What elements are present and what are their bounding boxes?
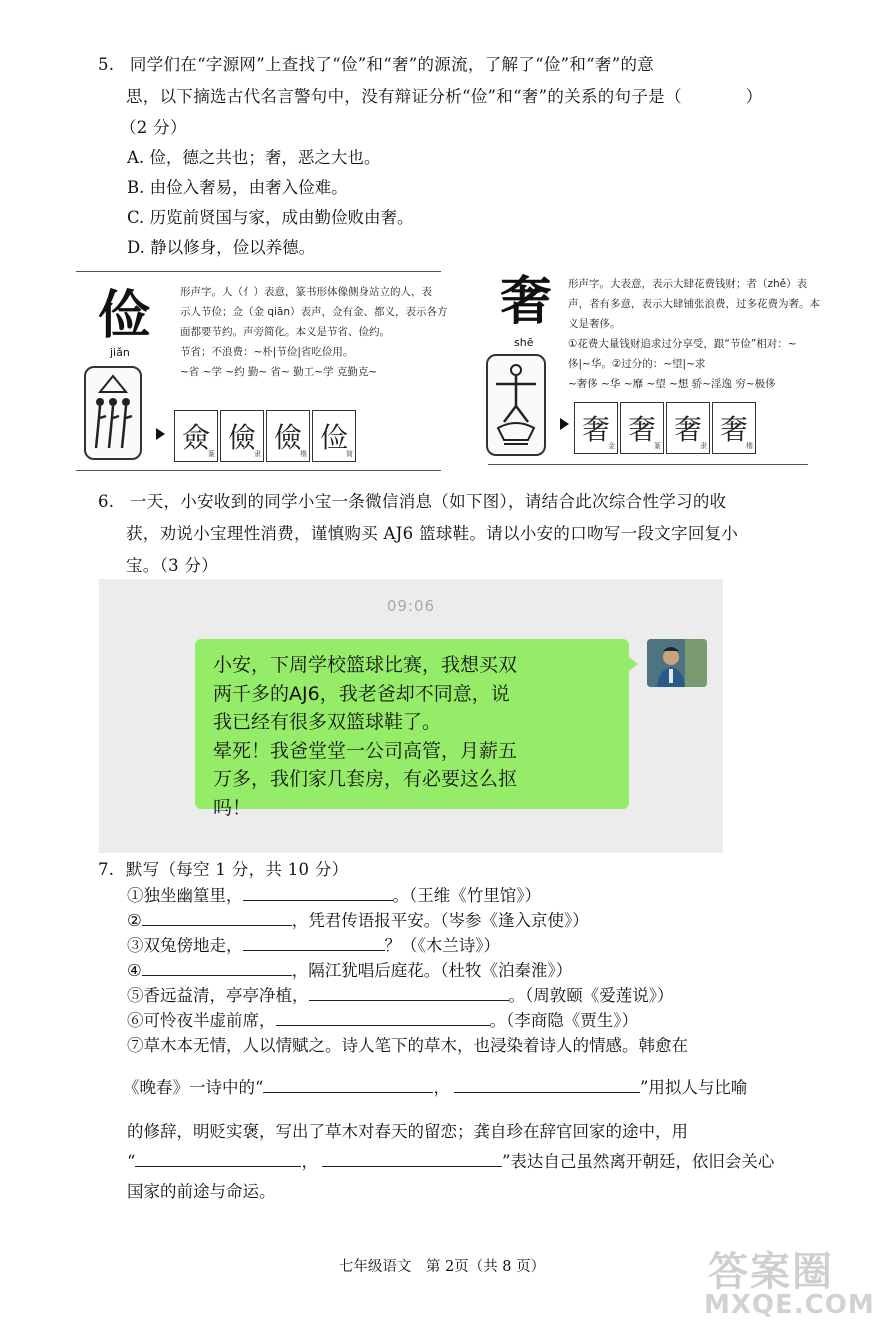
top-rule-left xyxy=(76,271,441,272)
message-line: 小安，下周学校篮球比赛，我想买双 xyxy=(213,654,518,676)
glyph-char: 奢 xyxy=(673,413,702,446)
glyph-char: 奢 xyxy=(627,413,656,446)
item-suffix: ”表达自己虽然离开朝廷，依旧会关心 xyxy=(501,1152,775,1171)
glyph-tag: 楷 xyxy=(300,450,307,458)
glyph-jian-seal xyxy=(174,410,218,462)
pictograph-jian xyxy=(84,366,142,460)
glyph-she-regular xyxy=(712,402,756,454)
glyph-tag: 金 xyxy=(608,442,615,450)
item-prefix: ⑤香远益清，亭亭净植， xyxy=(127,986,309,1005)
option-c[interactable]: C. 历览前贤国与家，成由勤俭败由奢。 xyxy=(127,208,414,227)
three-people-pictograph-icon xyxy=(86,368,140,458)
definition-line: 形声字。大表意，表示大肆花费钱财；者（zhě）表 xyxy=(568,278,808,290)
item-separator: ， xyxy=(301,1152,318,1171)
message-line: 两千多的AJ6，我老爸却不同意，说 xyxy=(213,682,510,705)
pinyin-jian: jiǎn xyxy=(110,346,130,359)
question-5-line-1: 同学们在“字源网”上查找了“俭”和“奢”的源流，了解了“俭”和“奢”的意 xyxy=(129,55,655,74)
definition-line: 节省；不浪费：~朴|节俭|省吃俭用。 xyxy=(180,346,354,358)
item-suffix: 。（周敦颐《爱莲说》） xyxy=(508,986,674,1005)
question-6-line-1: 一天，小安收到的同学小宝一条微信消息（如下图），请结合此次综合性学习的收 xyxy=(129,492,727,511)
definition-line: 面都要节约。声旁简化。本义是节省、俭约。 xyxy=(180,326,390,338)
dictation-item-7-continued xyxy=(123,1070,817,1210)
definition-line: ~奢侈 ~华 ~靡 ~望 ~想 骄~淫逸 穷~极侈 xyxy=(568,378,776,390)
answer-blank[interactable] xyxy=(276,1008,490,1026)
item-prefix: ①独坐幽篁里， xyxy=(127,886,243,905)
glyph-she-clerical xyxy=(666,402,710,454)
option-a[interactable]: A. 俭，德之共也；奢，恶之大也。 xyxy=(127,148,381,167)
item-suffix: ？（《木兰诗》） xyxy=(384,936,500,955)
question-6 xyxy=(98,487,818,581)
bottom-rule-left xyxy=(76,470,441,471)
headword-she: 奢 xyxy=(500,271,553,332)
option-b[interactable]: B. 由俭入奢易，由奢入俭难。 xyxy=(127,178,348,197)
question-6-line-3: 宝。（3 分） xyxy=(126,556,219,575)
definition-line: 示人节俭；佥（金 qiān）表声，佥有金、都义，表示各方 xyxy=(180,306,448,318)
dictation-item-4 xyxy=(127,958,817,983)
definition-line: ①花费大量钱财追求过分享受，跟“节俭”相对：~ xyxy=(568,338,797,350)
question-7 xyxy=(98,855,818,885)
message-bubble xyxy=(195,639,629,819)
question-5-paren-close: ） xyxy=(745,87,763,106)
dictation-item-5 xyxy=(127,983,817,1008)
glyph-jian-simplified xyxy=(312,410,356,462)
answer-blank[interactable] xyxy=(142,908,292,926)
definition-line: ~省 ~学 ~约 勤~ 省~ 勤工~学 克勤克~ xyxy=(180,366,378,378)
definition-line: 形声字。人（亻）表意，篆书形体像侧身站立的人，表 xyxy=(180,286,432,298)
glyph-char: 僉 xyxy=(181,421,210,454)
bottom-rule-right xyxy=(488,464,808,465)
glyph-jian-clerical xyxy=(220,410,264,462)
question-5-line-2: 思，以下摘选古代名言警句中，没有辩证分析“俭”和“奢”的关系的句子是（ xyxy=(126,87,682,106)
glyph-she-bronze xyxy=(574,402,618,454)
answer-blank[interactable] xyxy=(322,1149,502,1167)
person-avatar-icon xyxy=(647,639,707,687)
message-line: 我已经有很多双篮球鞋了。 xyxy=(213,711,442,733)
dictation-item-7-line-3: 的修辞，明贬实褒，写出了草木对春天的留恋；龚自珍在辞官回家的途中，用 xyxy=(127,1122,688,1141)
question-6-line-2: 获，劝说小宝理性消费，谨慎购买 AJ6 篮球鞋。请以小安的口吻写一段文字回复小 xyxy=(126,524,739,543)
glyph-char: 儉 xyxy=(227,421,256,454)
item-prefix: ③双兔傍地走， xyxy=(127,936,243,955)
item-suffix: ，凭君传语报平安。（岑参《逢入京使》） xyxy=(291,911,589,930)
definition-line: 声，者有多意，表示大肆铺张浪费，过多花费为奢。本 xyxy=(568,298,820,310)
item-prefix: ⑥可怜夜半虚前席， xyxy=(127,1011,276,1030)
avatar xyxy=(647,639,707,687)
dictation-item-7-line-1: ⑦草木本无情，人以情赋之。诗人笔下的草木，也浸染着诗人的情感。韩愈在 xyxy=(127,1036,688,1055)
item-suffix: ”用拟人与比喻 xyxy=(639,1078,748,1097)
glyph-tag: 隶 xyxy=(700,442,707,450)
glyph-char: 奢 xyxy=(581,413,610,446)
question-7-title: 默写（每空 1 分，共 10 分） xyxy=(125,860,349,879)
answer-blank[interactable] xyxy=(263,1075,433,1093)
answer-blank[interactable] xyxy=(243,883,393,901)
definition-she xyxy=(568,274,858,394)
glyph-tag: 楷 xyxy=(746,442,753,450)
item-suffix: ，隔江犹唱后庭花。（杜牧《泊秦淮》） xyxy=(291,961,573,980)
pinyin-she: shē xyxy=(514,336,534,349)
answer-blank[interactable] xyxy=(309,983,509,1001)
glyph-char: 奢 xyxy=(719,413,748,446)
dictation-item-7-line-5: 国家的前途与命运。 xyxy=(127,1182,276,1201)
dictation-item-7-line-2 xyxy=(123,1070,817,1106)
message-time: 09:06 xyxy=(386,597,436,615)
watermark-logo: 答案圈 xyxy=(708,1249,834,1295)
glyph-tag: 篆 xyxy=(654,442,661,450)
dictation-item-3 xyxy=(127,933,817,958)
glyph-she-seal xyxy=(620,402,664,454)
wechat-screenshot xyxy=(99,579,723,853)
answer-blank[interactable] xyxy=(243,933,385,951)
glyph-tag: 篆 xyxy=(208,450,215,458)
standing-figure-pictograph-icon xyxy=(488,356,544,454)
message-line: 万多，我们家几套房，有必要这么抠 xyxy=(213,768,518,790)
message-line: 吗！ xyxy=(213,796,252,819)
answer-blank[interactable] xyxy=(135,1149,301,1167)
question-7-number: 7. xyxy=(98,860,115,879)
glyph-char: 儉 xyxy=(273,421,302,454)
question-5 xyxy=(98,50,818,143)
item-prefix: ② xyxy=(127,911,142,930)
arrow-right-icon xyxy=(560,418,569,430)
question-6-number: 6. xyxy=(98,492,115,511)
dictation-item-6 xyxy=(127,1008,817,1033)
glyph-jian-regular xyxy=(266,410,310,462)
question-5-options xyxy=(127,143,414,263)
answer-blank[interactable] xyxy=(142,958,292,976)
page-footer: 七年级语文 第 2页（共 8 页） xyxy=(338,1259,546,1275)
answer-blank[interactable] xyxy=(454,1075,640,1093)
headword-jian: 俭 xyxy=(98,285,151,346)
definition-line: 义是奢侈。 xyxy=(568,318,621,330)
item-prefix: “ xyxy=(127,1152,136,1171)
definition-line: 侈|~华。②过分的：~望|~求 xyxy=(568,358,706,370)
pictograph-she xyxy=(486,354,546,456)
glyph-char: 俭 xyxy=(319,421,348,454)
option-d[interactable]: D. 静以修身，俭以养德。 xyxy=(127,238,316,257)
item-prefix: 《晚春》一诗中的“ xyxy=(123,1078,264,1097)
item-prefix: ④ xyxy=(127,961,142,980)
watermark-url: MXQE.COM xyxy=(704,1290,875,1320)
item-separator: ， xyxy=(433,1078,450,1097)
message-line: 晕死！我爸堂堂一公司高管，月薪五 xyxy=(213,739,518,762)
glyph-tag: 隶 xyxy=(254,450,261,458)
dictation-item-1 xyxy=(127,883,817,908)
definition-jian xyxy=(180,282,480,382)
item-suffix: 。（李商隐《贾生》） xyxy=(489,1011,638,1030)
question-7-items xyxy=(127,883,817,1058)
arrow-right-icon xyxy=(156,428,165,440)
dictation-item-2 xyxy=(127,908,817,933)
character-origin-figure xyxy=(76,268,820,478)
question-5-number: 5. xyxy=(98,55,115,74)
bubble-tail xyxy=(629,657,638,671)
item-suffix: 。（王维《竹里馆》） xyxy=(392,886,541,905)
glyph-tag: 简 xyxy=(346,450,353,458)
question-5-score: （2 分） xyxy=(120,118,187,137)
